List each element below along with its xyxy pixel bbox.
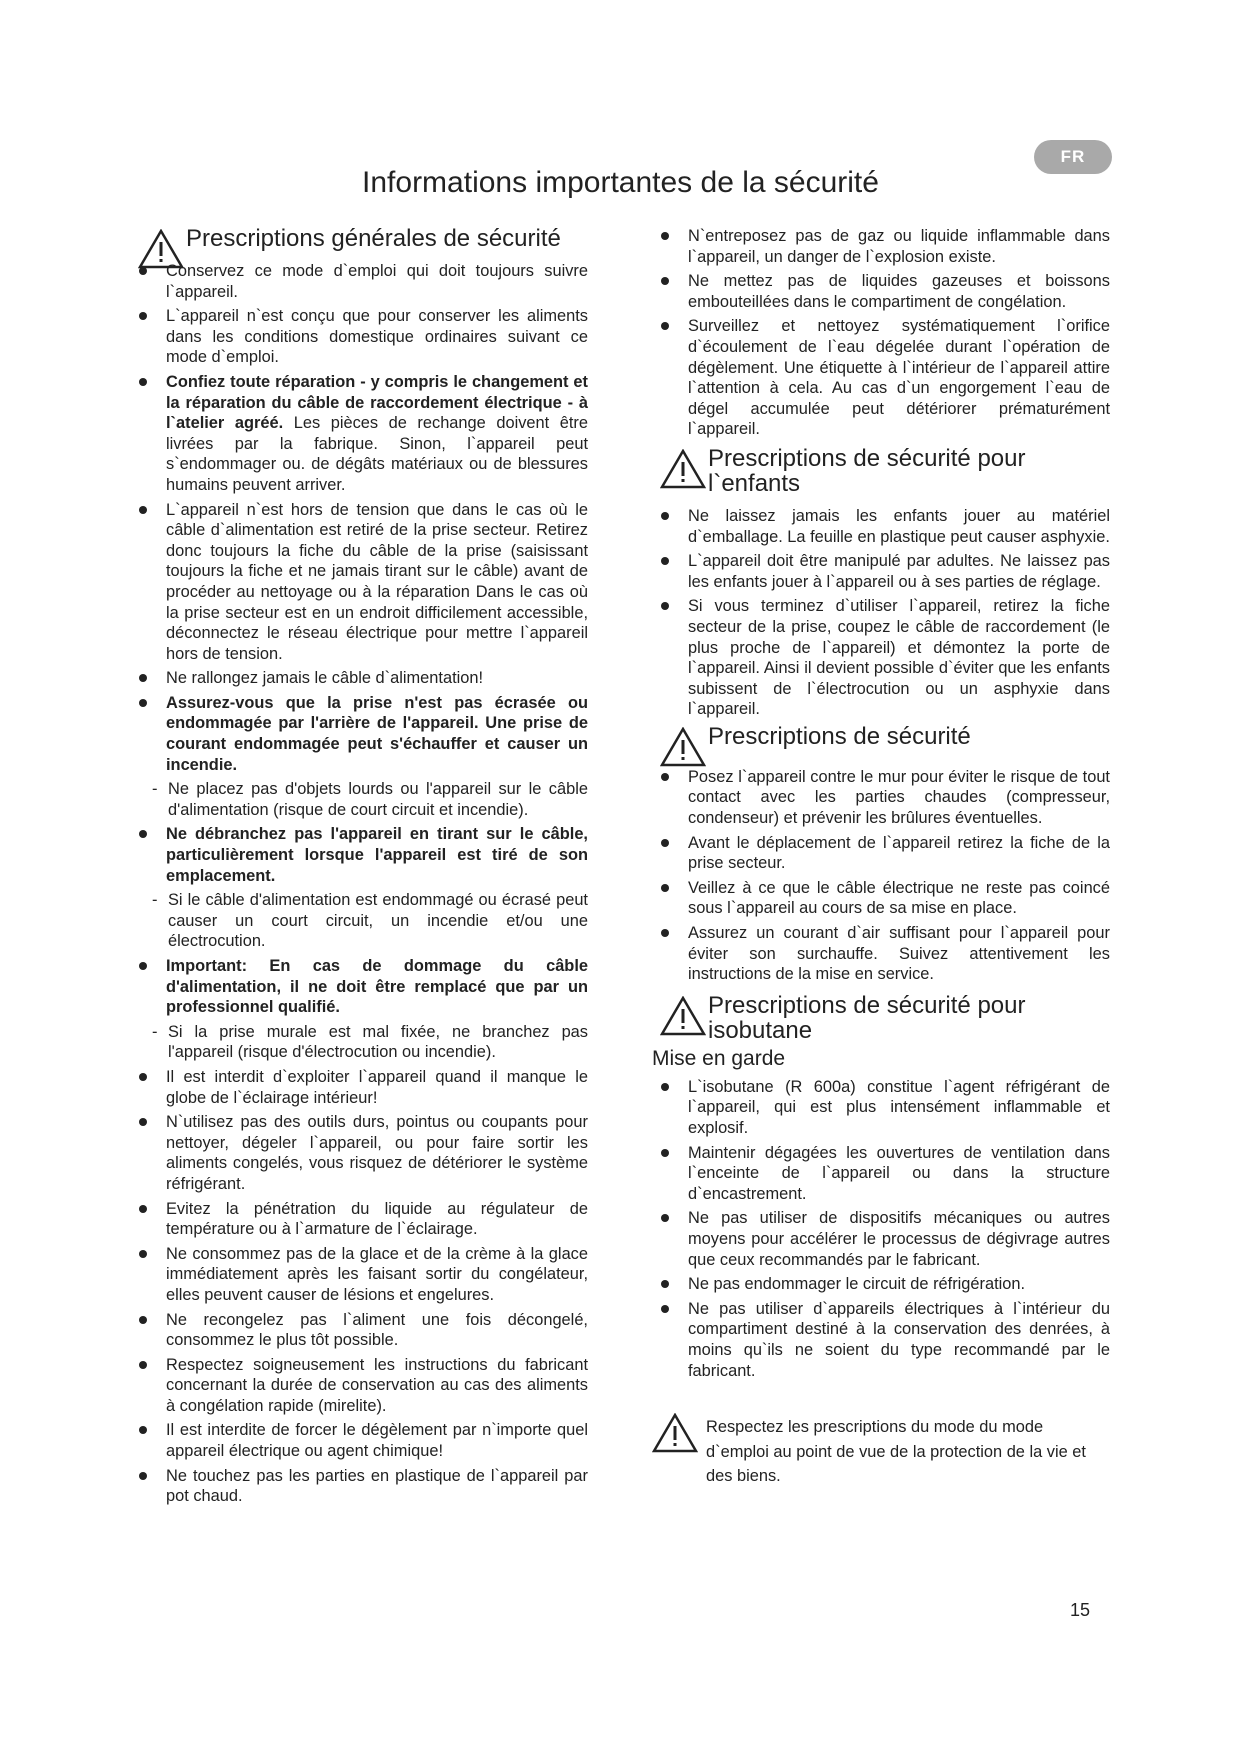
section-safety [652, 724, 1110, 749]
list-item: L`appareil n`est conçu que pour conserver les aliments dans les conditions domestique ordinaires suivant ce mode d`emploi. [130, 306, 588, 368]
section-isobutane-safety [652, 993, 1110, 1043]
list-item: L`isobutane (R 600a) constitue l`agent réfrigérant de l`appareil, qui est plus intensément inflammable et explosif. [652, 1077, 1110, 1139]
section-heading: Prescriptions de sécurité [708, 722, 971, 750]
list-item: Assurez-vous que la prise n'est pas écrasée ou endommagée par l'arrière de l'appareil. Une prise de courant endommagée peut s'échauffer et causer un incendie. [130, 693, 588, 775]
language-badge: FR [1034, 140, 1112, 174]
left-column [130, 226, 588, 1511]
page-title: Informations importantes de la sécurité [362, 166, 879, 199]
general-safety-list [130, 261, 588, 1507]
list-item: N`entreposez pas de gaz ou liquide inflammable dans l`appareil, un danger de l`explosion existe. [652, 226, 1110, 267]
page-number: 15 [1070, 1600, 1091, 1620]
sub-item: - Ne placez pas d'objets lourds ou l'appareil sur le câble d'alimentation (risque de court circuit et incendie). [152, 780, 588, 819]
list-item: Ne laissez jamais les enfants jouer au matériel d`emballage. La feuille en plastique peut causer asphyxie. [652, 506, 1110, 547]
sub-item: - Si la prise murale est mal fixée, ne branchez pas l'appareil (risque d'électrocution ou incendie). [152, 1022, 588, 1062]
list-item: Il est interdit d`exploiter l`appareil quand il manque le globe de l`éclairage intérieur! [130, 1067, 588, 1108]
list-item: Ne touchez pas les parties en plastique de l`appareil par pot chaud. [130, 1466, 588, 1507]
list-item: Respectez soigneusement les instructions du fabricant concernant la durée de conservation au cas des aliments à congélation rapide (mirelite). [130, 1355, 588, 1417]
list-item: Ne pas endommager le circuit de réfrigération. [652, 1274, 1110, 1295]
list-item: Ne mettez pas de liquides gazeuses et boissons embouteillées dans le compartiment de congélation. [652, 271, 1110, 312]
warning-icon [660, 996, 706, 1036]
final-note [652, 1415, 1110, 1489]
section-general-safety [130, 226, 588, 251]
warning-icon [660, 449, 706, 489]
warning-icon [660, 727, 706, 767]
right-column [652, 226, 1110, 1489]
sub-item: - Si le câble d'alimentation est endommagé ou écrasé peut causer un court circuit, un incendie et/ou une électrocution. [152, 891, 588, 951]
list-item: Confiez toute réparation - y compris le changement et la réparation du câble de raccordement électrique - à l`atelier agréé. Les pièces de rechange doivent être livrées par la fabrique. Sinon, l`appareil peut s`endommager ou. de dégâts matériaux ou de blessures humains peuvent arriver. [130, 372, 588, 496]
list-item: N`utilisez pas des outils durs, pointus ou coupants pour nettoyer, dégeler l`appareil, ou pour faire sortir les aliments congelés, vous risquez de détériorer le système réfrigérant. [130, 1112, 588, 1194]
list-item: Avant le déplacement de l`appareil retirez la fiche de la prise secteur. [652, 833, 1110, 874]
section-children-safety [652, 446, 1110, 496]
list-item: Il est interdite de forcer le dégèlement par n`importe quel appareil électrique ou agent chimique! [130, 1420, 588, 1461]
subheading-warning: Mise en garde [652, 1046, 786, 1070]
list-item: Assurez un courant d`air suffisant pour l`appareil pour éviter son surchauffe. Suivez attentivement les instructions de la mise en service. [652, 923, 1110, 985]
list-item: Si vous terminez d`utiliser l`appareil, retirez la fiche secteur de la prise, coupez le câble de raccordement (le plus proche de l`appareil) et démontez la porte de l`appareil. Ainsi il devient possible d`éviter que les enfants subissent de l`électrocution ou un asphyxie dans l`appareil. [652, 596, 1110, 720]
intro-list [652, 226, 1110, 440]
list-item: Important: En cas de dommage du câble d'alimentation, il ne doit être remplacé que par un professionnel qualifié. [130, 956, 588, 1018]
list-item: Ne recongelez pas l`aliment une fois décongelé, consommez le plus tôt possible. [130, 1310, 588, 1351]
list-item: Ne consommez pas de la glace et de la crème à la glace immédiatement après les faisant sortir du congélateur, elles peuvent causer de lésions et engelures. [130, 1244, 588, 1306]
section-heading: Prescriptions de sécurité pour l`enfants [708, 444, 1026, 497]
children-safety-list [652, 506, 1110, 720]
list-item: L`appareil n`est hors de tension que dans le cas où le câble d`alimentation est retiré de la prise secteur. Retirez donc toujours la fiche du câble de la prise (saisissant toujours la fiche et ne jamais tirant sur le câble) avant de procéder au nettoyage ou à la réparation Dans le cas où la prise secteur est en un endroit difficilement accessible, déconnectez le réseau électrique pour mettre l`appareil hors de tension. [130, 500, 588, 665]
final-note-text: Respectez les prescriptions du mode du mode d`emploi au point de vue de la protection de la vie et des biens. [706, 1418, 1086, 1486]
list-item: L`appareil doit être manipulé par adultes. Ne laissez pas les enfants jouer à l`appareil ou à ses parties de réglage. [652, 551, 1110, 592]
section-heading: Prescriptions de sécurité pour isobutane [708, 991, 1026, 1044]
list-item: Veillez à ce que le câble électrique ne reste pas coincé sous l`appareil au cours de sa mise en place. [652, 878, 1110, 919]
list-item: Surveillez et nettoyez systématiquement l`orifice d`écoulement de l`eau dégelée durant l`opération de dégèlement. Une étiquette à l`intérieur de l`appareil attire l`attention à cela. Au cas d`un engorgement l`eau de dégel accumulée peut détériorer prématurément l`appareil. [652, 316, 1110, 440]
section-heading: Prescriptions générales de sécurité [186, 225, 561, 252]
list-item: Conservez ce mode d`emploi qui doit toujours suivre l`appareil. [130, 261, 588, 302]
list-item: Maintenir dégagées les ouvertures de ventilation dans l`enceinte de l`appareil ou dans la structure d`encastrement. [652, 1143, 1110, 1205]
safety-list [652, 767, 1110, 985]
list-item: Posez l`appareil contre le mur pour éviter le risque de tout contact avec les parties chaudes (compresseur, condenseur) et prévenir les brûlures éventuelles. [652, 767, 1110, 829]
warning-icon [652, 1413, 698, 1453]
list-item: Evitez la pénétration du liquide au régulateur de température ou à l`armature de l`éclairage. [130, 1199, 588, 1240]
list-item: Ne pas utiliser d`appareils électriques à l`intérieur du compartiment destiné à la conservation des denrées, à moins qu`ils ne soient du type recommandé par le fabricant. [652, 1299, 1110, 1381]
list-item: Ne débranchez pas l'appareil en tirant sur le câble, particulièrement lorsque l'appareil est tiré de son emplacement. [130, 824, 588, 886]
list-item: Ne pas utiliser de dispositifs mécaniques ou autres moyens pour accélérer le processus de dégivrage autres que ceux recommandés par le fabricant. [652, 1208, 1110, 1270]
isobutane-list [652, 1077, 1110, 1381]
list-item: Ne rallongez jamais le câble d`alimentation! [130, 668, 588, 689]
